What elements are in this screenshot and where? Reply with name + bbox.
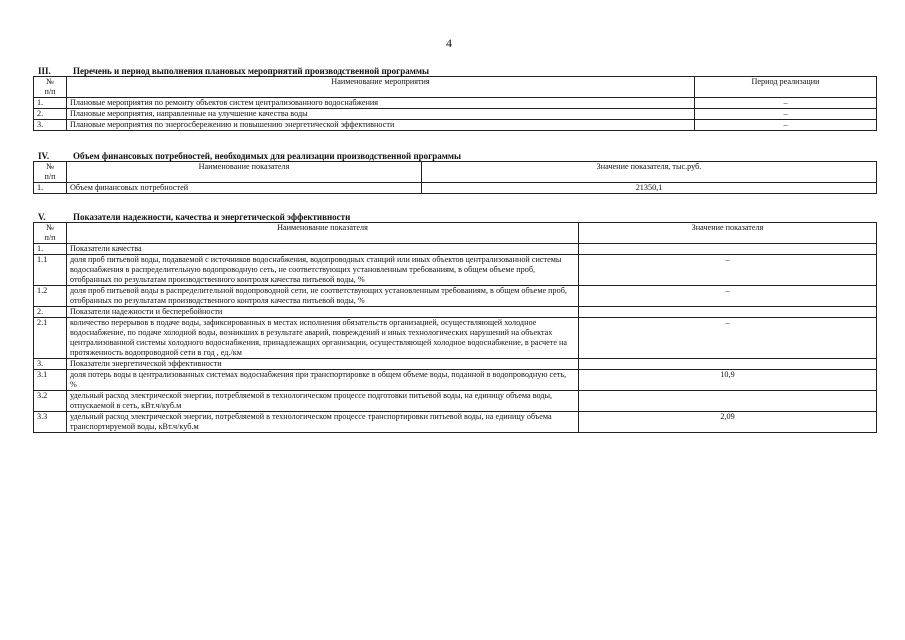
row-value	[579, 307, 877, 318]
table-row	[34, 391, 877, 412]
section-5-number: V.	[38, 212, 46, 222]
table-row	[34, 109, 877, 120]
table-row	[34, 120, 877, 131]
col-header-value: Значение показателя, тыс.руб.	[422, 162, 877, 183]
row-name: доля проб питьевой воды в распределительной водопроводной сети, не соответствующих установленным требованиям, в общем объеме проб, отобранных по результатам производственного контроля качества питьевой воды, %	[67, 286, 579, 307]
row-value	[579, 244, 877, 255]
section-4-title: Объем финансовых потребностей, необходимых для реализации производственной программы	[73, 151, 462, 161]
row-num: 3.2	[34, 391, 67, 412]
row-name: удельный расход электрической энергии, потребляемой в технологическом процессе транспортировки питьевой воды, на единицу объема транспортируемой воды, кВт.ч/куб.м	[67, 412, 579, 433]
col-header-num: № п/п	[34, 162, 67, 183]
section-5-heading	[38, 212, 350, 222]
row-num: 1.	[34, 244, 67, 255]
row-value	[579, 391, 877, 412]
row-name: Показатели надежности и бесперебойности	[67, 307, 579, 318]
col-header-name: Наименование мероприятия	[67, 77, 695, 98]
row-name: Плановые мероприятия по энергосбережению и повышению энергетической эффективности	[67, 120, 695, 131]
row-num: 1.	[34, 98, 67, 109]
section-4-number: IV.	[38, 151, 50, 161]
row-num: 1.	[34, 183, 67, 194]
col-header-num: № п/п	[34, 77, 67, 98]
table-row	[34, 318, 877, 359]
row-period: –	[695, 120, 877, 131]
section-4-table	[33, 161, 877, 194]
table-row	[34, 244, 877, 255]
row-num: 3.1	[34, 370, 67, 391]
table-row	[34, 307, 877, 318]
col-header-name: Наименование показателя	[67, 223, 579, 244]
section-5-title: Показатели надежности, качества и энергетической эффективности	[73, 212, 351, 222]
row-num: 1.1	[34, 255, 67, 286]
section-3-number: III.	[38, 66, 51, 76]
table-row	[34, 370, 877, 391]
col-header-name: Наименование показателя	[67, 162, 422, 183]
section-3-heading	[38, 66, 429, 76]
section-3-title: Перечень и период выполнения плановых мероприятий производственной программы	[73, 66, 430, 76]
table-row	[34, 255, 877, 286]
row-value	[579, 359, 877, 370]
row-name: количество перерывов в подаче воды, зафиксированных в местах исполнения обязательств организацией, осуществляющей холодное водоснабжение, по подаче холодной воды, возникших в результате аварий, повреждений и иных технологических нарушений на объектах централизованной системы холодного водоснабжения, принадлежащих организации, осуществляющей холодное водоснабжение, в расчете на протяженность водопроводной сети в год , ед./км	[67, 318, 579, 359]
row-name: Показатели энергетической эффективности	[67, 359, 579, 370]
row-value: 21350,1	[422, 183, 877, 194]
row-value: 2,09	[579, 412, 877, 433]
row-period: –	[695, 98, 877, 109]
page-number: 4	[446, 36, 452, 50]
row-name: удельный расход электрической энергии, потребляемой в технологическом процессе подготовки питьевой воды, на единицу объема воды, отпускаемой в сеть, кВт.ч/куб.м	[67, 391, 579, 412]
col-header-period: Период реализации	[695, 77, 877, 98]
row-value: –	[579, 286, 877, 307]
row-period: –	[695, 109, 877, 120]
col-header-value: Значение показателя	[579, 223, 877, 244]
row-name: Плановые мероприятия по ремонту объектов систем централизованного водоснабжения	[67, 98, 695, 109]
table-row	[34, 359, 877, 370]
table-row	[34, 183, 877, 194]
row-name: доля потерь воды в централизованных системах водоснабжения при транспортировке в общем объеме воды, поданной в водопроводную сеть, %	[67, 370, 579, 391]
row-name: доля проб питьевой воды, подаваемой с источников водоснабжения, водопроводных станций или иных объектов централизованной системы водоснабжения в распределительную водопроводную сеть, не соответствующих установленным требованиям, в общем объеме проб, отобранных по результатам производственного контроля качества питьевой воды, %	[67, 255, 579, 286]
row-name: Объем финансовых потребностей	[67, 183, 422, 194]
row-value: 10,9	[579, 370, 877, 391]
row-num: 2.	[34, 109, 67, 120]
section-5-table	[33, 222, 877, 433]
row-name: Плановые мероприятия, направленные на улучшение качества воды	[67, 109, 695, 120]
table-row	[34, 412, 877, 433]
row-num: 3.	[34, 120, 67, 131]
section-3-table	[33, 76, 877, 131]
row-num: 2.1	[34, 318, 67, 359]
row-num: 3.3	[34, 412, 67, 433]
row-num: 2.	[34, 307, 67, 318]
section-4-heading	[38, 151, 461, 161]
row-name: Показатели качества	[67, 244, 579, 255]
row-num: 3.	[34, 359, 67, 370]
table-row	[34, 98, 877, 109]
row-num: 1.2	[34, 286, 67, 307]
row-value: –	[579, 318, 877, 359]
col-header-num: № п/п	[34, 223, 67, 244]
row-value: –	[579, 255, 877, 286]
table-row	[34, 286, 877, 307]
